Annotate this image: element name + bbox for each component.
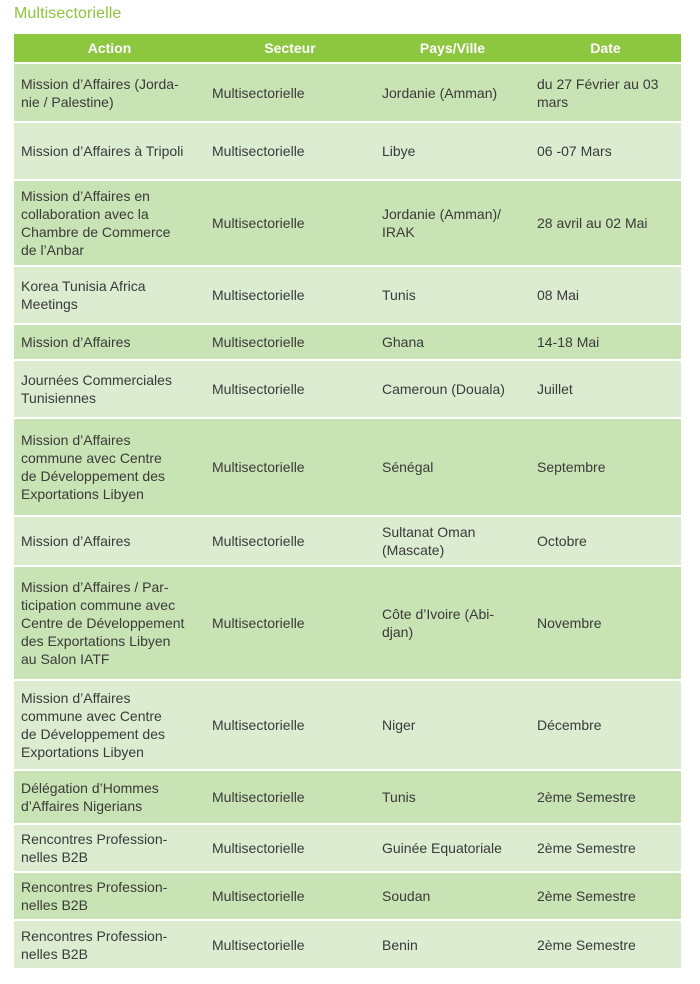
cell-pays-ville: Libye bbox=[375, 122, 530, 180]
cell-date: Décembre bbox=[530, 680, 681, 770]
cell-action: Rencontres Profession- nelles B2B bbox=[14, 872, 205, 920]
cell-pays-ville: Tunis bbox=[375, 770, 530, 824]
cell-date: 06 -07 Mars bbox=[530, 122, 681, 180]
column-header-date: Date bbox=[530, 34, 681, 63]
cell-action: Mission d’Affaires à Tripoli bbox=[14, 122, 205, 180]
cell-pays-ville: Soudan bbox=[375, 872, 530, 920]
cell-date: Novembre bbox=[530, 566, 681, 680]
cell-action: Mission d’Affaires commune avec Centre de Développement des Exportations Libyen bbox=[14, 418, 205, 516]
cell-secteur: Multisectorielle bbox=[205, 122, 375, 180]
cell-pays-ville: Cameroun (Douala) bbox=[375, 360, 530, 418]
cell-date: du 27 Février au 03 mars bbox=[530, 63, 681, 122]
column-header-secteur: Secteur bbox=[205, 34, 375, 63]
cell-pays-ville: Jordanie (Amman) bbox=[375, 63, 530, 122]
cell-pays-ville: Guinée Equatoriale bbox=[375, 824, 530, 872]
cell-secteur: Multisectorielle bbox=[205, 266, 375, 324]
cell-pays-ville: Benin bbox=[375, 920, 530, 969]
table-row bbox=[14, 266, 681, 324]
table-row bbox=[14, 516, 681, 566]
cell-action: Rencontres Profession- nelles B2B bbox=[14, 824, 205, 872]
table-row bbox=[14, 418, 681, 516]
table-header-row bbox=[14, 34, 681, 63]
table-row bbox=[14, 324, 681, 360]
table-row bbox=[14, 920, 681, 969]
table-row bbox=[14, 824, 681, 872]
cell-secteur: Multisectorielle bbox=[205, 566, 375, 680]
table-row bbox=[14, 360, 681, 418]
cell-secteur: Multisectorielle bbox=[205, 360, 375, 418]
cell-action: Mission d’Affaires en collaboration avec la Chambre de Commerce de l’Anbar bbox=[14, 180, 205, 266]
cell-date: 2ème Semestre bbox=[530, 872, 681, 920]
table-row bbox=[14, 872, 681, 920]
cell-secteur: Multisectorielle bbox=[205, 180, 375, 266]
cell-action: Mission d’Affaires bbox=[14, 324, 205, 360]
table-row bbox=[14, 63, 681, 122]
cell-pays-ville: Sénégal bbox=[375, 418, 530, 516]
cell-action: Mission d’Affaires / Par- ticipation commune avec Centre de Développement des Exportations Libyen au Salon IATF bbox=[14, 566, 205, 680]
cell-secteur: Multisectorielle bbox=[205, 824, 375, 872]
cell-secteur: Multisectorielle bbox=[205, 770, 375, 824]
cell-date: Septembre bbox=[530, 418, 681, 516]
column-header-pays-ville: Pays/Ville bbox=[375, 34, 530, 63]
cell-date: Juillet bbox=[530, 360, 681, 418]
cell-date: 14-18 Mai bbox=[530, 324, 681, 360]
cell-date: 28 avril au 02 Mai bbox=[530, 180, 681, 266]
cell-pays-ville: Côte d’Ivoire (Abi- djan) bbox=[375, 566, 530, 680]
cell-date: Octobre bbox=[530, 516, 681, 566]
table-row bbox=[14, 122, 681, 180]
table-row bbox=[14, 770, 681, 824]
column-header-action: Action bbox=[14, 34, 205, 63]
cell-secteur: Multisectorielle bbox=[205, 872, 375, 920]
cell-pays-ville: Sultanat Oman (Mascate) bbox=[375, 516, 530, 566]
page-title: Multisectorielle bbox=[14, 5, 122, 22]
cell-secteur: Multisectorielle bbox=[205, 63, 375, 122]
cell-secteur: Multisectorielle bbox=[205, 920, 375, 969]
cell-action: Mission d’Affaires (Jorda- nie / Palestine) bbox=[14, 63, 205, 122]
cell-pays-ville: Ghana bbox=[375, 324, 530, 360]
cell-action: Journées Commerciales Tunisiennes bbox=[14, 360, 205, 418]
cell-action: Rencontres Profession- nelles B2B bbox=[14, 920, 205, 969]
events-table bbox=[14, 34, 681, 970]
table-body bbox=[14, 63, 681, 969]
cell-date: 2ème Semestre bbox=[530, 824, 681, 872]
cell-action: Délégation d’Hommes d’Affaires Nigerians bbox=[14, 770, 205, 824]
cell-secteur: Multisectorielle bbox=[205, 324, 375, 360]
cell-date: 08 Mai bbox=[530, 266, 681, 324]
cell-pays-ville: Tunis bbox=[375, 266, 530, 324]
cell-secteur: Multisectorielle bbox=[205, 516, 375, 566]
cell-secteur: Multisectorielle bbox=[205, 680, 375, 770]
cell-pays-ville: Jordanie (Amman)/ IRAK bbox=[375, 180, 530, 266]
cell-pays-ville: Niger bbox=[375, 680, 530, 770]
cell-action: Korea Tunisia Africa Meetings bbox=[14, 266, 205, 324]
cell-action: Mission d’Affaires commune avec Centre de Développement des Exportations Libyen bbox=[14, 680, 205, 770]
table-row bbox=[14, 680, 681, 770]
cell-date: 2ème Semestre bbox=[530, 770, 681, 824]
cell-action: Mission d’Affaires bbox=[14, 516, 205, 566]
table-row bbox=[14, 180, 681, 266]
cell-date: 2ème Semestre bbox=[530, 920, 681, 969]
table-row bbox=[14, 566, 681, 680]
cell-secteur: Multisectorielle bbox=[205, 418, 375, 516]
